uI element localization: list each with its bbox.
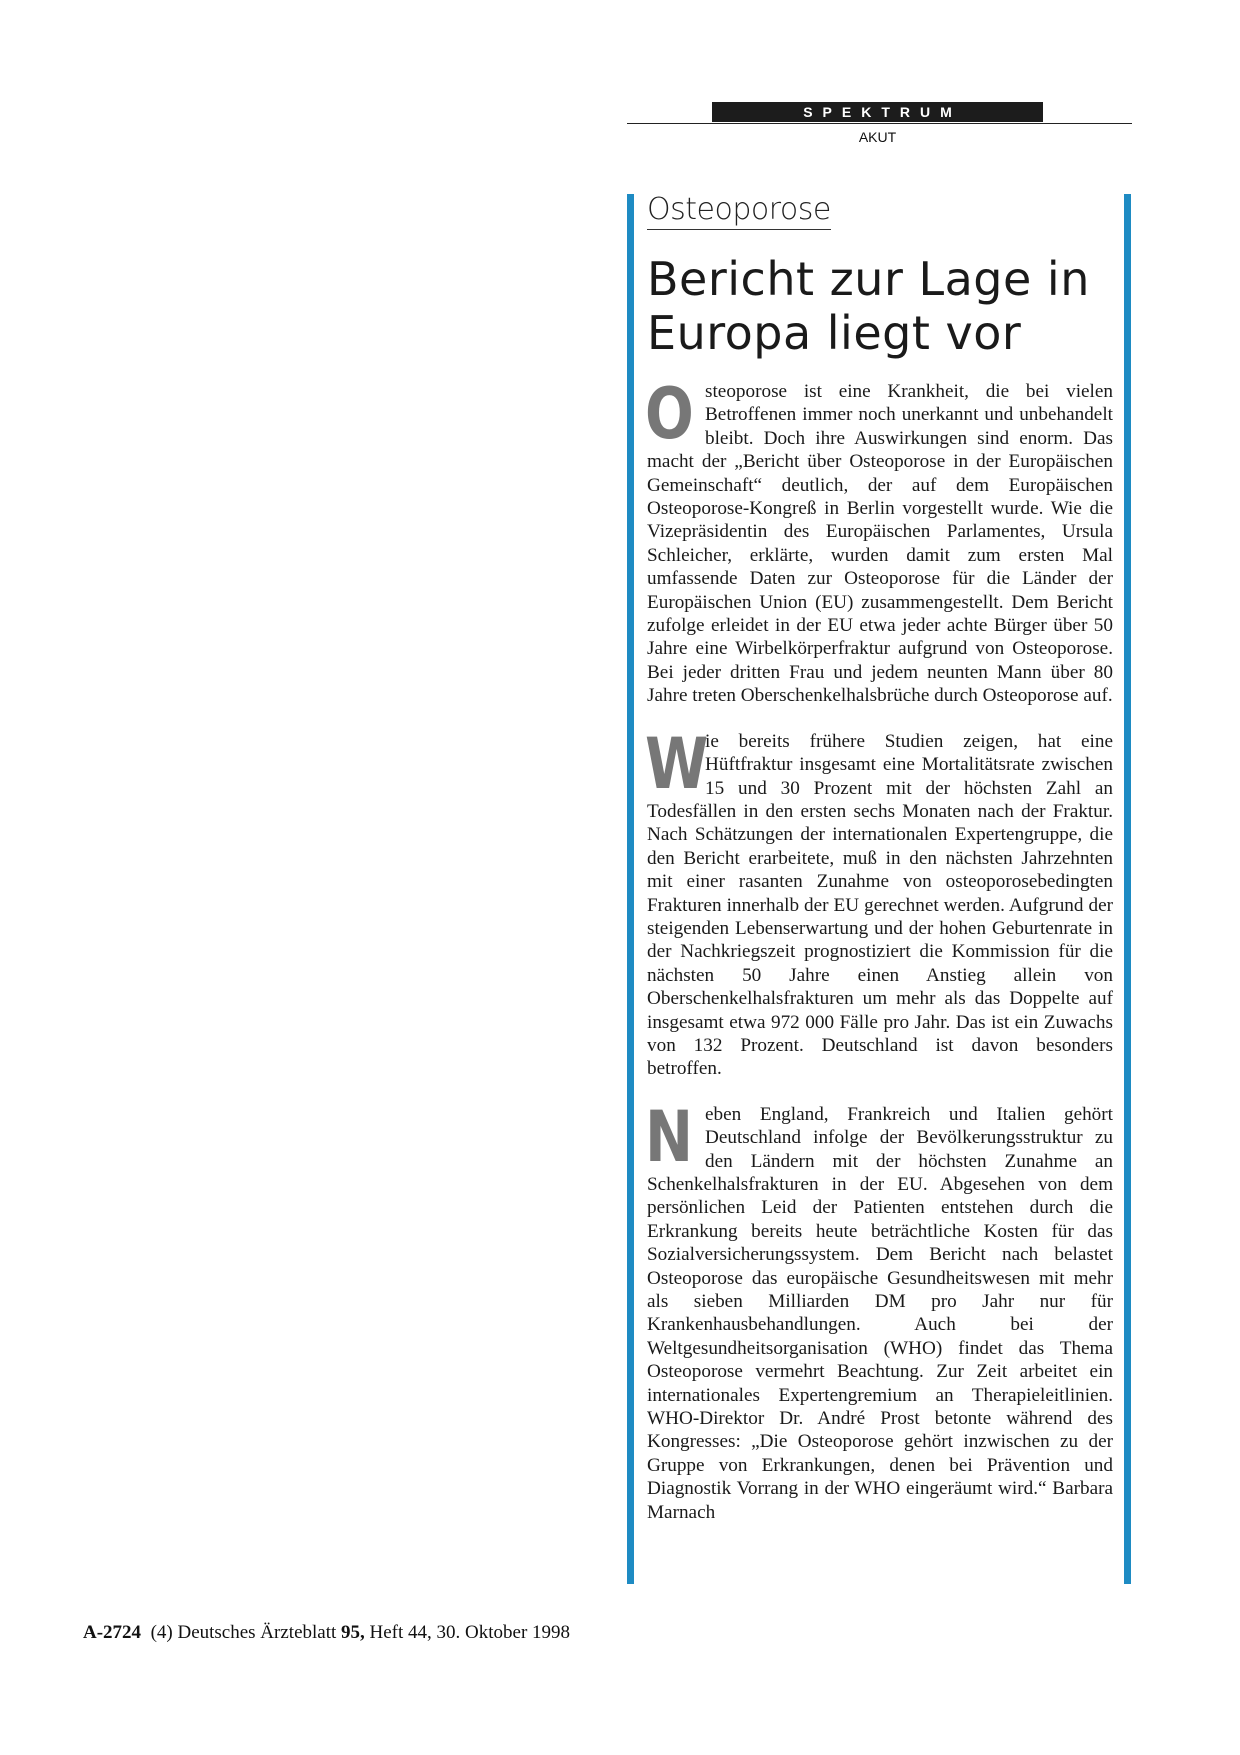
page-code: A-2724 xyxy=(83,1622,142,1643)
subsection-label: AKUT xyxy=(858,129,897,145)
paragraph-text: eben England, Frankreich und Italien gehört Deutschland infolge der Bevölkerungsstruktur zu den Ländern mit der höchsten Zunahme an Schenkelhalsfrakturen in der EU. Abgesehen von dem persönlichen Leid der Patienten entstehen durch die Erkrankung bereits heute beträchtliche Kosten für das Sozialversicherungssystem. Dem Bericht nach belastet Osteoporose das europäische Gesundheitswesen mit mehr als sieben Milliarden DM pro Jahr nur für Krankenhausbehandlungen. Auch bei der Weltgesundheitsorganisation (WHO) findet das Thema Osteoporose vermehrt Beachtung. Zur Zeit arbeitet ein internationales Expertengremium an Therapieleitlinien. WHO-Direktor Dr. André Prost betonte während des Kongresses: „Die Osteoporose gehört inzwischen zu der Gruppe von Erkrankungen, denen bei Prävention und Diagnostik Vorrang in der WHO eingeräumt wird.“ Barbara Marnach xyxy=(647,1103,1113,1523)
right-accent-bar xyxy=(1124,194,1131,1584)
page-footer xyxy=(83,1622,570,1644)
drop-cap: N xyxy=(645,1095,694,1178)
headline-line-2: Europa liegt vor xyxy=(647,306,1022,360)
article-paragraph xyxy=(645,373,1113,708)
volume-number: 95, xyxy=(341,1622,365,1643)
article-paragraph xyxy=(645,1095,1113,1524)
journal-name: (4) Deutsches Ärzteblatt xyxy=(150,1622,337,1643)
article-kicker: Osteoporose xyxy=(647,192,831,230)
paragraph-text: ie bereits frühere Studien zeigen, hat eine Hüftfraktur insgesamt eine Mortalitätsrate zwischen 15 und 30 Prozent mit der höchsten Zahl an Todesfällen in den ersten sechs Monaten nach der Fraktur. Nach Schätzungen der internationalen Expertengruppe, die den Bericht erarbeitete, muß in den nächsten Jahrzehnten mit einer rasanten Zunahme von osteoporosebedingten Frakturen innerhalb der EU gerechnet werden. Aufgrund der steigenden Lebenserwartung und der hohen Geburtenrate in der Nachkriegszeit prognostiziert die Kommission für die nächsten 50 Jahre einen Anstieg allein von Oberschenkelhalsfrakturen um mehr als das Doppelte auf insgesamt etwa 972 000 Fälle pro Jahr. Das ist ein Zuwachs von 132 Prozent. Deutschland ist davon besonders betroffen. xyxy=(647,730,1113,1080)
drop-cap: O xyxy=(645,373,694,455)
left-accent-bar xyxy=(627,194,634,1584)
article-body xyxy=(645,373,1113,1546)
issue-date: Heft 44, 30. Oktober 1998 xyxy=(369,1622,571,1643)
header-rule xyxy=(627,123,1132,124)
article-headline xyxy=(647,252,1117,360)
paragraph-text: steoporose ist eine Krankheit, die bei vielen Betroffenen immer noch unerkannt und unbehandelt bleibt. Doch ihre Auswirkungen sind enorm. Das macht der „Bericht über Osteoporose in der Europäischen Gemeinschaft“ deutlich, der auf dem Europäischen Osteoporose-Kongreß in Berlin vorgestellt wurde. Wie die Vizepräsidentin des Europäischen Parlamentes, Ursula Schleicher, erklärte, wurden damit zum ersten Mal umfassende Daten zur Osteoporose für die Länder der Europäischen Union (EU) zusammengestellt. Dem Bericht zufolge erleidet in der EU etwa jeder achte Bürger über 50 Jahre eine Wirbelkörperfraktur aufgrund von Osteoporose. Bei jeder dritten Frau und jedem neunten Mann über 80 Jahre treten Oberschenkelhalsbrüche durch Osteoporose auf. xyxy=(647,381,1113,707)
article-paragraph xyxy=(645,722,1113,1081)
section-label: SPEKTRUM xyxy=(712,102,1043,122)
drop-cap: W xyxy=(645,722,709,805)
headline-line-1: Bericht zur Lage in xyxy=(647,252,1090,306)
